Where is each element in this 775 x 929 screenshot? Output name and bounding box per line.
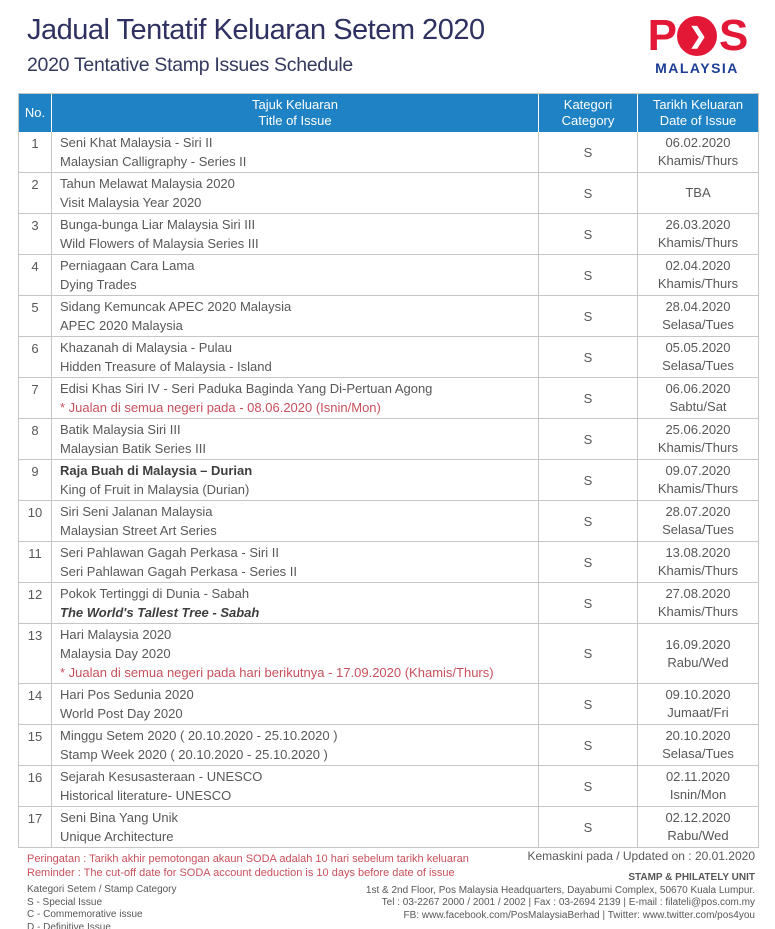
issue-date: 02.11.2020 xyxy=(665,769,731,784)
table-row xyxy=(19,806,758,847)
issue-title-english: Wild Flowers of Malaysia Series III xyxy=(60,236,259,251)
issue-day: Selasa/Tues xyxy=(662,746,734,761)
issue-date: TBA xyxy=(685,185,711,200)
pos-logo-letter-s: S xyxy=(719,11,747,60)
category-cell: S xyxy=(539,500,638,541)
issue-date: 16.09.2020 xyxy=(665,636,731,652)
table-row xyxy=(19,500,758,541)
issue-date: 28.04.2020 xyxy=(665,299,731,314)
issue-date: 26.03.2020 xyxy=(665,217,731,232)
issue-title-malay: Sejarah Kesusasteraan - UNESCO xyxy=(60,769,263,784)
row-number: 10 xyxy=(19,500,52,541)
pos-malaysia-logo xyxy=(637,11,757,76)
page-title: Jadual Tentatif Keluaran Setem 2020 xyxy=(27,14,485,46)
unit-name: STAMP & PHILATELY UNIT xyxy=(628,872,755,883)
date-cell xyxy=(638,213,758,254)
issue-day: Khamis/Thurs xyxy=(657,563,739,578)
row-number: 1 xyxy=(19,132,52,172)
issue-title-english: World Post Day 2020 xyxy=(60,706,183,721)
category-cell: S xyxy=(539,418,638,459)
issue-title-english: Dying Trades xyxy=(60,277,137,292)
category-cell: S xyxy=(539,623,638,683)
issue-day: Selasa/Tues xyxy=(662,317,734,332)
category-cell: S xyxy=(539,724,638,765)
issue-date: 28.07.2020 xyxy=(665,504,731,519)
table-row xyxy=(19,172,758,213)
table-row xyxy=(19,724,758,765)
date-cell xyxy=(638,132,758,172)
unit-contact: Tel : 03-2267 2000 / 2001 / 2002 | Fax : 03-2694 2139 | E-mail : filateli@pos.com.my xyxy=(381,897,755,908)
table-row xyxy=(19,213,758,254)
column-header-category: Kategori Category xyxy=(539,94,638,132)
row-number: 15 xyxy=(19,724,52,765)
row-number: 9 xyxy=(19,459,52,500)
issue-title-english: Malaysian Street Art Series xyxy=(60,523,217,538)
issue-title-malay: Pokok Tertinggi di Dunia - Sabah xyxy=(60,586,250,601)
page-subtitle: 2020 Tentative Stamp Issues Schedule xyxy=(27,54,353,76)
issue-date: 20.10.2020 xyxy=(665,728,731,743)
table-row xyxy=(19,683,758,724)
issue-title-malay: Raja Buah di Malaysia – Durian xyxy=(60,463,253,478)
issue-title-cell xyxy=(52,582,539,623)
category-cell: S xyxy=(539,295,638,336)
row-number: 13 xyxy=(19,623,52,683)
date-cell xyxy=(638,806,758,847)
category-cell: S xyxy=(539,254,638,295)
category-cell: S xyxy=(539,806,638,847)
column-header-no: No. xyxy=(19,94,52,132)
date-cell xyxy=(638,254,758,295)
issue-title-english: Visit Malaysia Year 2020 xyxy=(60,195,202,210)
category-cell: S xyxy=(539,377,638,418)
issue-title-english: Malaysia Day 2020 xyxy=(60,646,171,661)
issue-sale-note: * Jualan di semua negeri pada hari berikutnya - 17.09.2020 (Khamis/Thurs) xyxy=(60,665,494,680)
row-number: 5 xyxy=(19,295,52,336)
row-number: 11 xyxy=(19,541,52,582)
issue-title-cell xyxy=(52,172,539,213)
issue-title-cell xyxy=(52,213,539,254)
issue-title-english: Hidden Treasure of Malaysia - Island xyxy=(60,359,272,374)
table-row xyxy=(19,623,758,683)
issue-date: 06.02.2020 xyxy=(665,135,731,150)
issue-title-english: King of Fruit in Malaysia (Durian) xyxy=(60,482,250,497)
issue-title-cell xyxy=(52,541,539,582)
issue-title-english: The World's Tallest Tree - Sabah xyxy=(60,605,260,620)
issue-day: Khamis/Thurs xyxy=(657,153,739,168)
schedule-table-body xyxy=(19,132,758,847)
issue-day: Khamis/Thurs xyxy=(657,481,739,496)
issue-date: 06.06.2020 xyxy=(665,381,731,396)
row-number: 2 xyxy=(19,172,52,213)
row-number: 7 xyxy=(19,377,52,418)
issue-title-cell xyxy=(52,418,539,459)
issue-date: 09.07.2020 xyxy=(665,463,731,478)
issue-title-cell xyxy=(52,765,539,806)
column-header-title: Tajuk Keluaran Title of Issue xyxy=(52,94,539,132)
issue-title-cell xyxy=(52,623,539,683)
table-row xyxy=(19,541,758,582)
issue-date: 09.10.2020 xyxy=(665,687,731,702)
category-cell: S xyxy=(539,132,638,172)
issue-title-malay: Seni Khat Malaysia - Siri II xyxy=(60,135,213,150)
date-cell xyxy=(638,765,758,806)
date-cell xyxy=(638,683,758,724)
pos-logo-letter-p: P xyxy=(647,11,675,60)
soda-reminder-malay: Peringatan : Tarikh akhir pemotongan akaun SODA adalah 10 hari sebelum tarikh keluaran xyxy=(27,853,469,865)
issue-title-cell xyxy=(52,254,539,295)
issue-title-cell xyxy=(52,336,539,377)
issue-title-malay: Siri Seni Jalanan Malaysia xyxy=(60,504,213,519)
issue-day: Jumaat/Fri xyxy=(667,705,729,720)
schedule-table-header xyxy=(19,94,758,132)
issue-day: Selasa/Tues xyxy=(662,358,734,373)
issue-day: Rabu/Wed xyxy=(667,828,729,843)
issue-day: Selasa/Tues xyxy=(662,522,734,537)
row-number: 16 xyxy=(19,765,52,806)
column-header-date: Tarikh Keluaran Date of Issue xyxy=(638,94,758,132)
date-cell xyxy=(638,541,758,582)
table-row xyxy=(19,765,758,806)
schedule-table xyxy=(18,93,757,848)
date-cell xyxy=(638,623,758,683)
pos-logo-word xyxy=(637,11,757,60)
date-cell xyxy=(638,582,758,623)
table-row xyxy=(19,377,758,418)
issue-title-english: Malaysian Batik Series III xyxy=(60,441,206,456)
category-legend xyxy=(27,884,177,929)
issue-title-malay: Seri Pahlawan Gagah Perkasa - Siri II xyxy=(60,545,279,560)
issue-title-cell xyxy=(52,295,539,336)
date-cell xyxy=(638,295,758,336)
category-cell: S xyxy=(539,582,638,623)
category-cell: S xyxy=(539,213,638,254)
updated-on-label: Kemaskini pada / Updated on : 20.01.2020 xyxy=(527,849,755,863)
category-cell: S xyxy=(539,765,638,806)
table-row xyxy=(19,582,758,623)
issue-title-malay: Hari Pos Sedunia 2020 xyxy=(60,687,194,702)
issue-title-malay: Edisi Khas Siri IV - Seri Paduka Baginda Yang Di-Pertuan Agong xyxy=(60,381,433,396)
date-cell xyxy=(638,418,758,459)
unit-social: FB: www.facebook.com/PosMalaysiaBerhad | Twitter: www.twitter.com/pos4you xyxy=(403,909,755,921)
issue-title-malay: Sidang Kemuncak APEC 2020 Malaysia xyxy=(60,299,292,314)
table-row xyxy=(19,254,758,295)
date-cell xyxy=(638,459,758,500)
category-cell: S xyxy=(539,683,638,724)
issue-date: 02.12.2020 xyxy=(665,810,731,825)
legend-definitive: D - Definitive Issue xyxy=(27,921,111,929)
issue-day: Khamis/Thurs xyxy=(657,440,739,455)
legend-title: Kategori Setem / Stamp Category xyxy=(27,884,177,895)
issue-title-english: APEC 2020 Malaysia xyxy=(60,318,183,333)
category-cell: S xyxy=(539,336,638,377)
row-number: 14 xyxy=(19,683,52,724)
issue-title-english: Seri Pahlawan Gagah Perkasa - Series II xyxy=(60,564,298,579)
category-cell: S xyxy=(539,541,638,582)
issue-title-malay: Bunga-bunga Liar Malaysia Siri III xyxy=(60,217,256,232)
table-row xyxy=(19,459,758,500)
issue-title-cell xyxy=(52,500,539,541)
legend-commemorative: C - Commemorative issue xyxy=(27,909,143,920)
issue-title-malay: Khazanah di Malaysia - Pulau xyxy=(60,340,232,355)
issue-day: Khamis/Thurs xyxy=(657,276,739,291)
issue-day: Rabu/Wed xyxy=(667,654,729,670)
date-cell xyxy=(638,336,758,377)
issue-date: 25.06.2020 xyxy=(665,422,731,437)
row-number: 12 xyxy=(19,582,52,623)
date-cell xyxy=(638,724,758,765)
issue-title-english: Historical literature- UNESCO xyxy=(60,788,232,803)
issue-title-cell xyxy=(52,683,539,724)
date-cell xyxy=(638,172,758,213)
issue-title-cell xyxy=(52,377,539,418)
pos-logo-chevron-icon: ❯ xyxy=(677,16,717,56)
legend-special: S - Special Issue xyxy=(27,896,103,908)
issue-date: 02.04.2020 xyxy=(665,258,731,273)
unit-address: 1st & 2nd Floor, Pos Malaysia Headquarters, Dayabumi Complex, 50670 Kuala Lumpur. xyxy=(365,884,755,896)
row-number: 6 xyxy=(19,336,52,377)
category-cell: S xyxy=(539,459,638,500)
issue-title-malay: Hari Malaysia 2020 xyxy=(60,627,172,642)
row-number: 3 xyxy=(19,213,52,254)
issue-title-english: Stamp Week 2020 ( 20.10.2020 - 25.10.2020 ) xyxy=(60,747,328,762)
issue-title-malay: Seni Bina Yang Unik xyxy=(60,810,179,825)
issue-title-cell xyxy=(52,132,539,172)
issue-title-english: Unique Architecture xyxy=(60,829,174,844)
issue-date: 13.08.2020 xyxy=(665,545,731,560)
issue-day: Isnin/Mon xyxy=(669,787,727,802)
issue-day: Sabtu/Sat xyxy=(669,399,727,414)
table-row xyxy=(19,295,758,336)
soda-reminder-english: Reminder : The cut-off date for SODA account deduction is 10 days before date of issue xyxy=(27,867,455,879)
row-number: 4 xyxy=(19,254,52,295)
issue-title-cell xyxy=(52,806,539,847)
issue-title-malay: Tahun Melawat Malaysia 2020 xyxy=(60,176,235,191)
date-cell xyxy=(638,500,758,541)
contact-block xyxy=(366,872,755,922)
issue-title-malay: Batik Malaysia Siri III xyxy=(60,422,181,437)
issue-title-malay: Perniagaan Cara Lama xyxy=(60,258,195,273)
table-row xyxy=(19,336,758,377)
issue-sale-note: * Jualan di semua negeri pada - 08.06.2020 (Isnin/Mon) xyxy=(60,400,381,415)
table-row xyxy=(19,418,758,459)
issue-date: 27.08.2020 xyxy=(665,586,731,601)
issue-title-english: Malaysian Calligraphy - Series II xyxy=(60,154,247,169)
row-number: 8 xyxy=(19,418,52,459)
issue-title-malay: Minggu Setem 2020 ( 20.10.2020 - 25.10.2020 ) xyxy=(60,728,338,743)
row-number: 17 xyxy=(19,806,52,847)
issue-title-cell xyxy=(52,459,539,500)
issue-day: Khamis/Thurs xyxy=(657,604,739,619)
issue-title-cell xyxy=(52,724,539,765)
category-cell: S xyxy=(539,172,638,213)
issue-day: Khamis/Thurs xyxy=(657,235,739,250)
pos-logo-country: MALAYSIA xyxy=(655,60,739,76)
date-cell xyxy=(638,377,758,418)
issue-date: 05.05.2020 xyxy=(665,340,731,355)
table-row xyxy=(19,132,758,172)
